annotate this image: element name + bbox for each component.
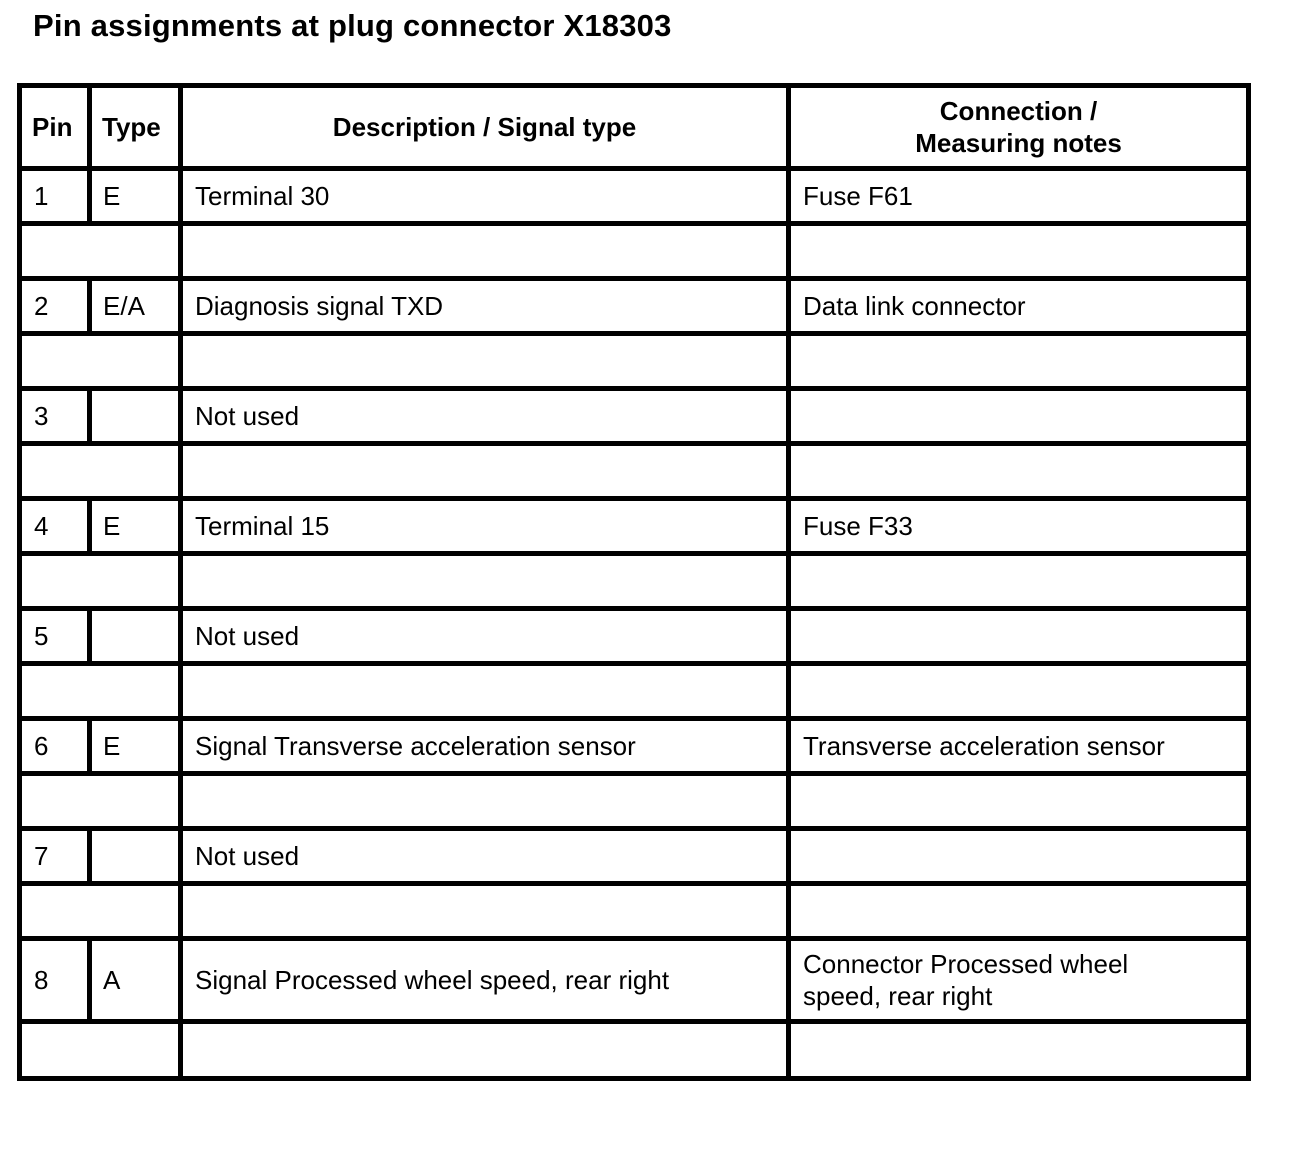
spacer-cell xyxy=(181,664,789,719)
description-cell: Terminal 30 xyxy=(181,169,789,224)
spacer-cell xyxy=(20,1022,181,1079)
spacer-row xyxy=(20,224,1249,279)
spacer-cell xyxy=(789,1022,1249,1079)
description-cell: Not used xyxy=(181,389,789,444)
header-description: Description / Signal type xyxy=(181,86,789,169)
table-header-row xyxy=(20,86,1249,169)
spacer-cell xyxy=(181,554,789,609)
description-cell: Not used xyxy=(181,609,789,664)
spacer-cell xyxy=(181,444,789,499)
type-cell xyxy=(90,829,181,884)
description-cell: Not used xyxy=(181,829,789,884)
spacer-cell xyxy=(20,554,181,609)
pin-cell: 7 xyxy=(20,829,90,884)
description-cell: Diagnosis signal TXD xyxy=(181,279,789,334)
connection-cell xyxy=(789,829,1249,884)
table-row xyxy=(20,609,1249,664)
connection-line1: Connector Processed wheel xyxy=(803,949,1129,979)
description-cell: Signal Processed wheel speed, rear right xyxy=(181,939,789,1022)
spacer-cell xyxy=(20,664,181,719)
spacer-row xyxy=(20,444,1249,499)
table-row xyxy=(20,829,1249,884)
spacer-cell xyxy=(20,224,181,279)
table-row xyxy=(20,499,1249,554)
connection-cell xyxy=(789,939,1249,1022)
spacer-cell xyxy=(20,444,181,499)
spacer-row xyxy=(20,554,1249,609)
type-cell: E xyxy=(90,499,181,554)
spacer-row xyxy=(20,1022,1249,1079)
spacer-cell xyxy=(789,774,1249,829)
pin-cell: 6 xyxy=(20,719,90,774)
spacer-cell xyxy=(181,884,789,939)
connection-cell: Transverse acceleration sensor xyxy=(789,719,1249,774)
spacer-cell xyxy=(789,884,1249,939)
spacer-row xyxy=(20,884,1249,939)
connection-cell xyxy=(789,609,1249,664)
table-row xyxy=(20,279,1249,334)
spacer-cell xyxy=(789,664,1249,719)
connection-cell: Fuse F33 xyxy=(789,499,1249,554)
spacer-cell xyxy=(181,774,789,829)
connection-cell xyxy=(789,389,1249,444)
pin-cell: 8 xyxy=(20,939,90,1022)
header-pin: Pin xyxy=(20,86,90,169)
table-row xyxy=(20,939,1249,1022)
type-cell xyxy=(90,389,181,444)
type-cell: E/A xyxy=(90,279,181,334)
pin-cell: 2 xyxy=(20,279,90,334)
spacer-row xyxy=(20,664,1249,719)
description-cell: Signal Transverse acceleration sensor xyxy=(181,719,789,774)
header-type: Type xyxy=(90,86,181,169)
description-cell: Terminal 15 xyxy=(181,499,789,554)
connection-line2: speed, rear right xyxy=(803,981,993,1011)
document-title: Pin assignments at plug connector X18303 xyxy=(33,8,672,43)
spacer-cell xyxy=(181,1022,789,1079)
spacer-cell xyxy=(789,444,1249,499)
spacer-cell xyxy=(789,224,1249,279)
type-cell xyxy=(90,609,181,664)
table-row xyxy=(20,389,1249,444)
header-connection xyxy=(789,86,1249,169)
pin-assignment-table xyxy=(17,83,1251,1081)
type-cell: E xyxy=(90,719,181,774)
table-row xyxy=(20,169,1249,224)
header-connection-line2: Measuring notes xyxy=(915,128,1122,158)
spacer-cell xyxy=(181,334,789,389)
table-row xyxy=(20,719,1249,774)
type-cell: E xyxy=(90,169,181,224)
spacer-row xyxy=(20,774,1249,829)
type-cell: A xyxy=(90,939,181,1022)
spacer-cell xyxy=(20,334,181,389)
spacer-row xyxy=(20,334,1249,389)
spacer-cell xyxy=(789,334,1249,389)
spacer-cell xyxy=(789,554,1249,609)
pin-cell: 4 xyxy=(20,499,90,554)
spacer-cell xyxy=(20,774,181,829)
connection-cell: Fuse F61 xyxy=(789,169,1249,224)
pin-cell: 3 xyxy=(20,389,90,444)
header-connection-line1: Connection / xyxy=(939,96,1098,126)
pin-cell: 1 xyxy=(20,169,90,224)
spacer-cell xyxy=(20,884,181,939)
spacer-cell xyxy=(181,224,789,279)
pin-cell: 5 xyxy=(20,609,90,664)
connection-cell: Data link connector xyxy=(789,279,1249,334)
